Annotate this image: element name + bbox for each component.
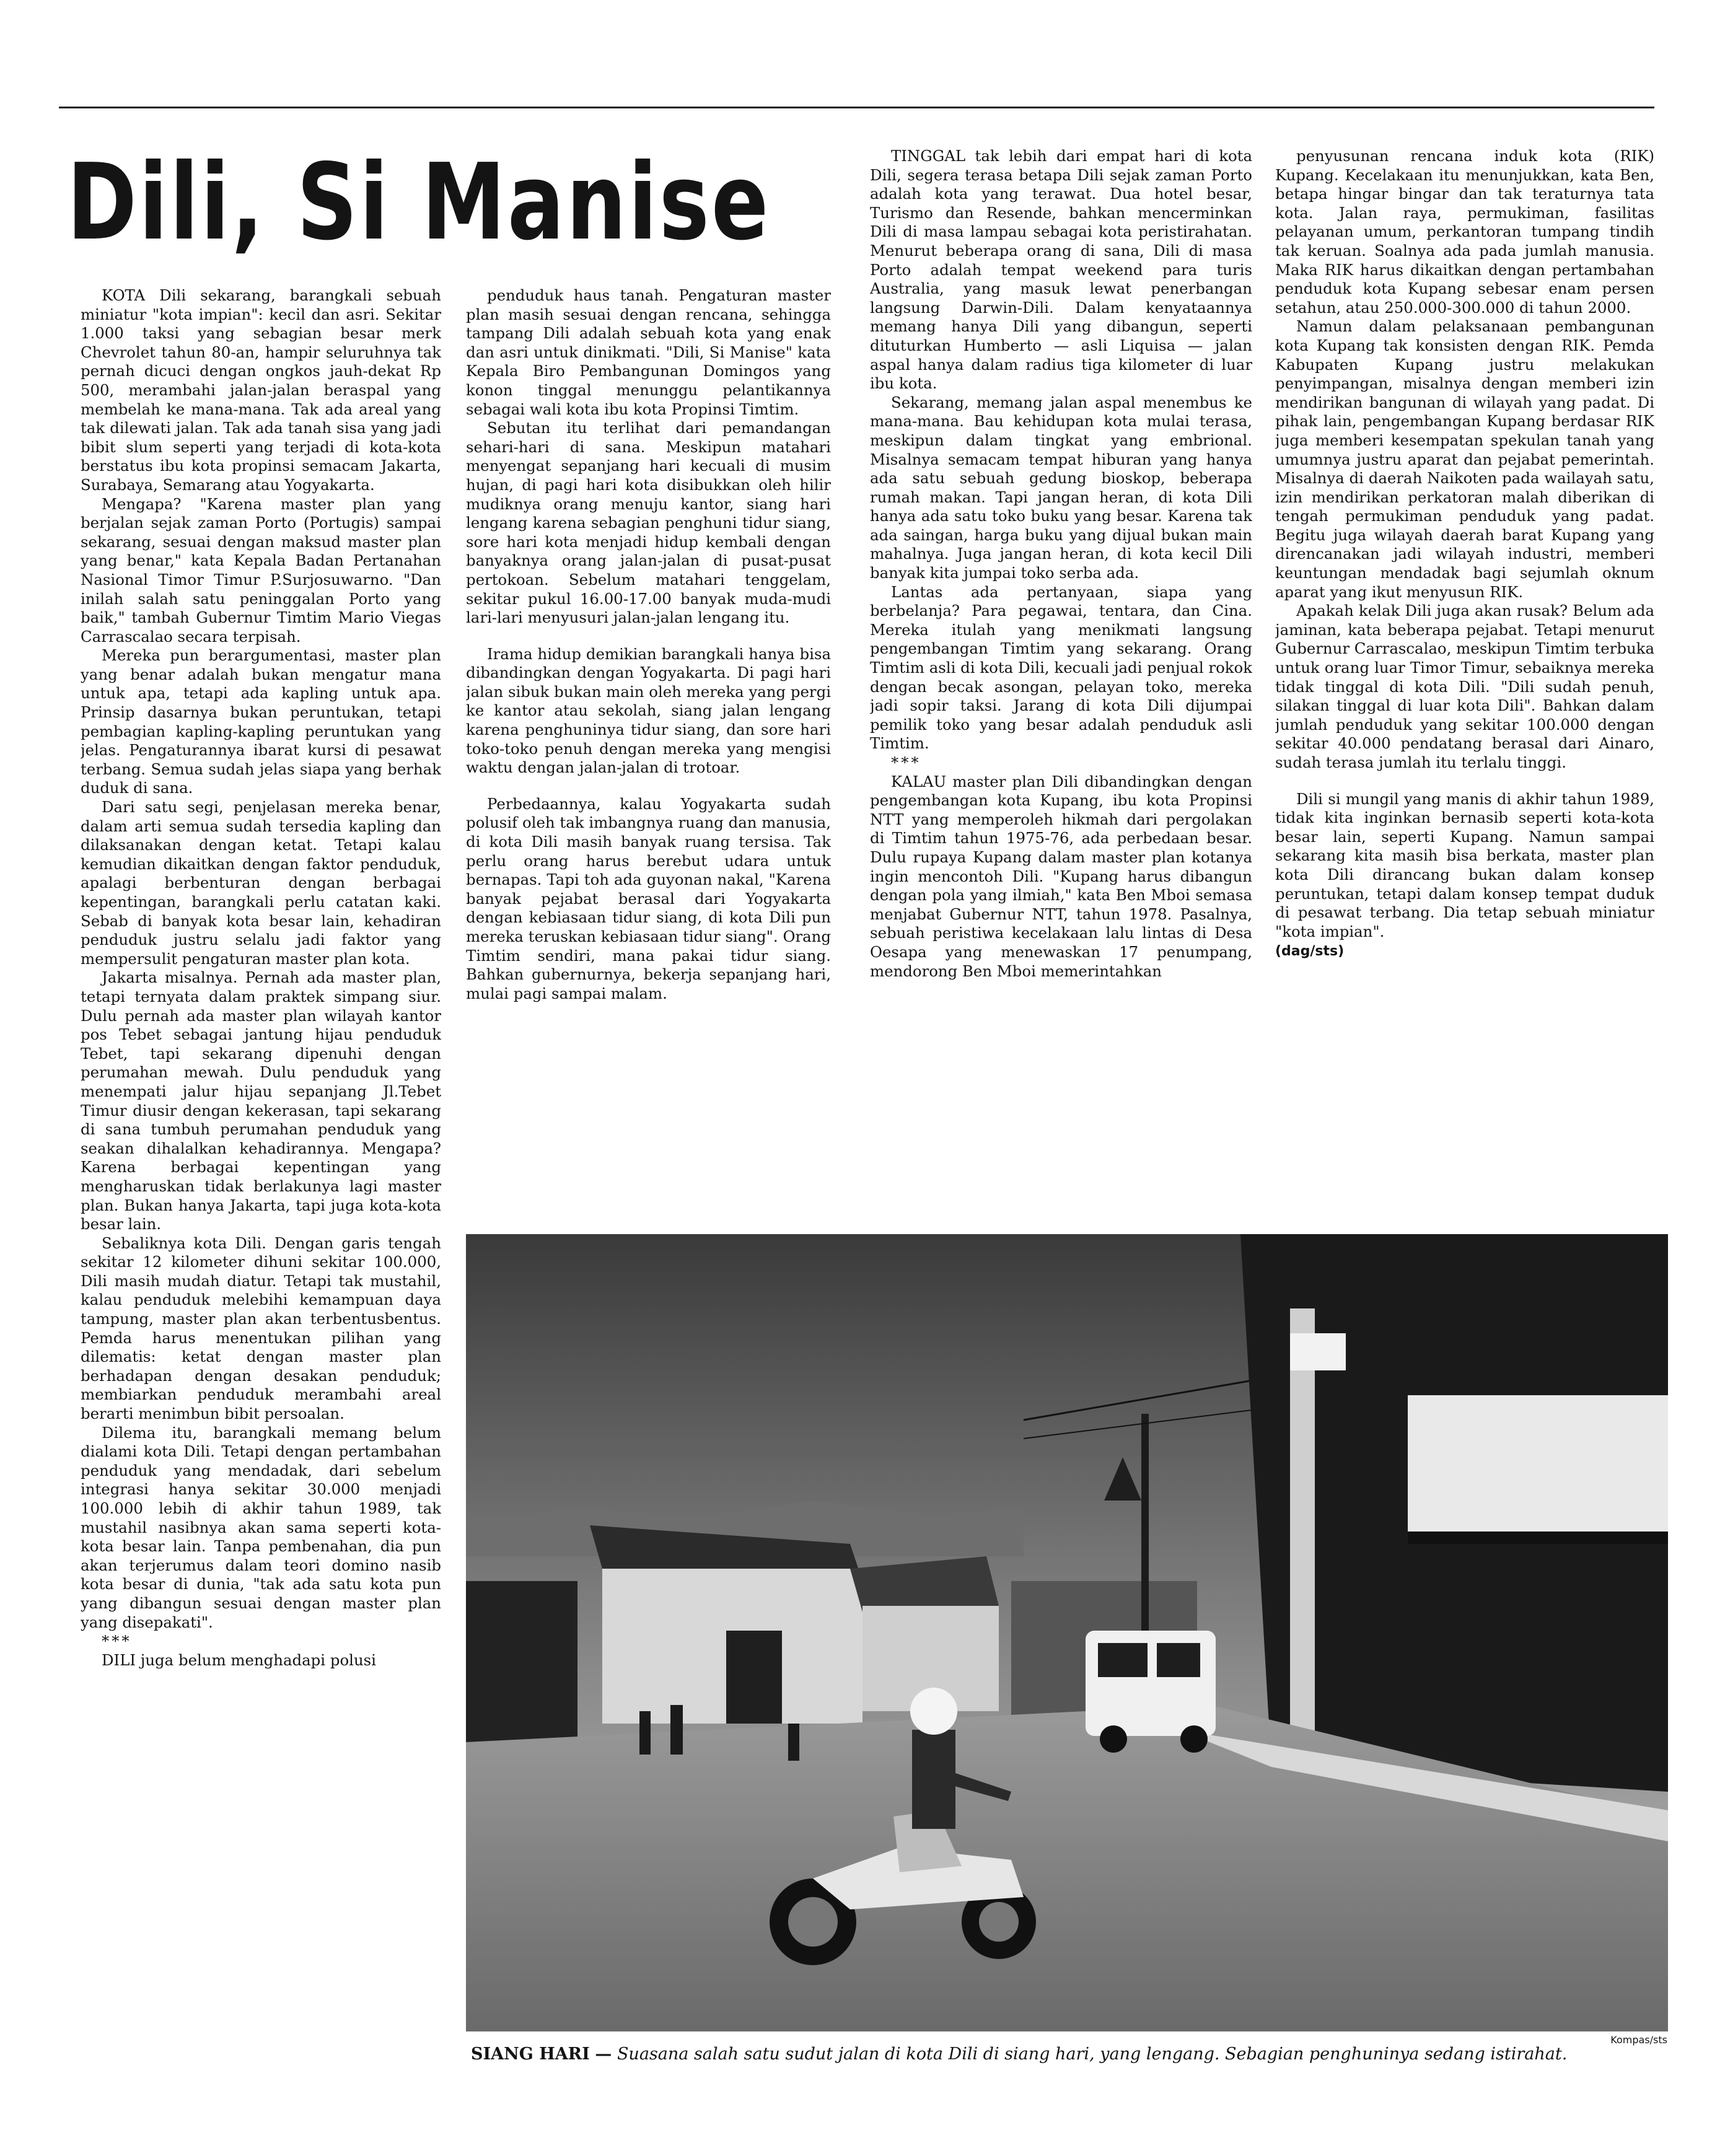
paragraph-spacer [466,628,831,645]
paragraph-spacer [466,778,831,795]
article-paragraph: Apakah kelak Dili juga akan rusak? Belum ada jaminan, kata beberapa pejabat. Tetapi menurut Gubernur Carrascalao, meskipun Timtim terbuka untuk orang luar Timor Timur, sebaiknya mereka tidak tinggal di kota Dili. "Dili sudah penuh, silakan tinggal di luar kota Dili". Bahkan dalam jumlah penduduk yang sekitar 100.000 dengan sekitar 40.000 pendatang berasal dari Ainaro, sudah terasa jumlah itu terlalu tinggi. [1275,602,1654,771]
caption-dash: — [595,2044,612,2064]
article-paragraph: Lantas ada pertanyaan, siapa yang berbelanja? Para pegawai, tentara, dan Cina. Mereka itulah yang menikmati langsung pengembangan Timtim yang sekarang. Orang Timtim asli di kota Dili, kecuali jadi penjual rokok dengan becak asongan, pelayan toko, mereka jadi sopir taksi. Jarang di kota Dili dijumpai pemilik toko yang besar adalah penduduk asli Timtim. [870,582,1252,753]
left-building-door [726,1631,782,1724]
article-column-4 [1275,147,1654,1229]
top-rule [59,107,1654,108]
caption-label: SIANG HARI [471,2044,590,2064]
photo-credit: Kompas/sts [1610,2034,1667,2046]
article-paragraph: Sebaliknya kota Dili. Dengan garis tengah sekitar 12 kilometer dihuni sekitar 100.000, Dili masih mudah diatur. Tetapi tak mustahil, kalau penduduk melebihi kemampuan daya tampung, master plan akan terbentusbentus. Pemda harus menentukan pilihan yang dilematis: ketat dengan master plan berhadapan dengan desakan penduduk; membiarkan penduduk merambahi areal berarti menimbun bibit persoalan. [81,1234,441,1423]
signature-line [1275,941,1654,962]
article-column-1 [81,286,441,2131]
section-separator: *** [102,1632,132,1650]
article-paragraph: penyusunan rencana induk kota (RIK) Kupang. Kecelakaan itu menunjukkan, kata Ben, betapa hingar bingar dan tak teraturnya tata kota. Jalan raya, permukiman, fasilitas pelayanan umum, perkantoran tumpang tindih tak keruan. Soalnya ada pada jumlah manusia. Maka RIK harus dikaitkan dengan pertambahan penduduk kota Kupang sebesar enam persen setahun, atau 250.000-300.000 di tahun 2000. [1275,147,1654,317]
article-paragraph: Irama hidup demikian barangkali hanya bisa dibandingkan dengan Yogyakarta. Di pagi hari jalan sibuk bukan main oleh mereka yang pergi ke kantor atau sekolah, siang jalan lengang karena penghuninya tidur siang, dan sore hari toko-toko penuh dengan mereka yang mengisi waktu dengan jalan-jalan di trotoar. [466,644,831,777]
article-paragraph: Mereka pun berargumentasi, master plan yang benar adalah bukan mengatur mana untuk apa, tetapi ada kapling untuk apa. Prinsip dasarnya bukan peruntukan, tetapi pembagian kapling-kapling peruntukan yang jelas. Pengaturannya ibarat kursi di pesawat terbang. Semua sudah jelas siapa yang berhak duduk di sana. [81,646,441,797]
author-signature: (dag/sts) [1275,944,1345,960]
article-paragraph: KALAU master plan Dili dibandingkan dengan pengembangan kota Kupang, ibu kota Propinsi NTT yang memperoleh hikmah dari pergolakan di Timtim tahun 1975-76, ada perbedaan besar. Dulu rupaya Kupang dalam master plan kotanya ingin mencontoh Dili. "Kupang harus dibangun dengan pola yang ilmiah," kata Ben Mboi semasa menjabat Gubernur NTT, tahun 1978. Pasalnya, sebuah peristiwa kecelakaan lalu lintas di Desa Oesapa yang menewaskan 17 penumpang, mendorong Ben Mboi memerintahkan [870,772,1252,980]
white-van [1086,1631,1216,1753]
article-paragraph: Mengapa? "Karena master plan yang berjalan sejak zaman Porto (Portugis) sampai sekarang, sesuai dengan maksud master plan yang benar," kata Kepala Badan Pertanahan Nasional Timor Timur P.Surjosuwarno. "Dan inilah salah satu peninggalan Porto yang baik," tambah Gubernur Timtim Mario Viegas Carrascalao secara terpisah. [81,494,441,646]
article-paragraph: penduduk haus tanah. Pengaturan master plan masih sesuai dengan rencana, sehingga tampang Dili adalah sebuah kota yang enak dan asri untuk dinikmati. "Dili, Si Manise" kata Kepala Biro Pembangunan Domingos yang konon tinggal menunggu pelantikannya sebagai wali kota ibu kota Propinsi Timtim. [466,286,831,418]
street-photo [466,1234,1668,2031]
article-paragraph: Perbedaannya, kalau Yogyakarta sudah polusif oleh tak imbangnya ruang dan manusia, di kota Dili masih banyak ruang tersisa. Tak perlu orang harus berebut udara untuk bernapas. Tapi toh ada guyonan nakal, "Karena banyak pejabat berasal dari Yogyakarta dengan kebiasaan tidur siang, di kota Dili pun mereka teruskan kebiasaan tidur siang". Orang Timtim sendiri, mana pakai tidur siang. Bahkan gubernurnya, bekerja sepanjang hari, mulai pagi sampai malam. [466,794,831,1002]
street-scene-illustration [466,1234,1668,2031]
article-paragraph: TINGGAL tak lebih dari empat hari di kota Dili, segera terasa betapa Dili sejak zaman Porto adalah kota yang terawat. Dua hotel besar, Turismo dan Resende, bahkan mencerminkan Dili di masa lampau sebagai kota peristirahatan. Menurut beberapa orang di sana, Dili di masa Porto adalah tempat weekend para turis Australia, yang masuk lewat penerbangan langsung Darwin-Dili. Dalam kenyataannya memang hanya Dili yang dibangun, seperti dituturkan Humberto — asli Liquisa — jalan aspal hanya dalam radius tiga kilometer di luar ibu kota. [870,147,1252,393]
photo-caption [471,2043,1667,2066]
headline: Dili, Si Manise [67,141,771,264]
section-separator: *** [891,753,921,771]
article-paragraph: Sebutan itu terlihat dari pemandangan sehari-hari di sana. Meskipun matahari menyengat sepanjang hari kecuali di musim hujan, di pagi hari kota disibukkan oleh hilir mudiknya orang menuju kantor, siang hari lengang karena sebagian penghuni tidur siang, sore hari kota menjadi hidup kembali dengan banyaknya orang jalan-jalan di pusat-pusat pertokoan. Sebelum matahari tenggelam, sekitar pukul 16.00-17.00 banyak muda-mudi lari-lari menyusuri jalan-jalan lengang itu. [466,419,831,627]
article-paragraph: Dari satu segi, penjelasan mereka benar, dalam arti semua sudah tersedia kapling dan dilaksanakan dengan ketat. Tetapi kalau kemudian dikaitkan dengan faktor penduduk, apalagi berbenturan dengan berbagai kepentingan, barangkali perlu catatan kaki. Sebab di banyak kota besar lain, kehadiran penduduk justru selalu jadi faktor yang mempersulit pengaturan master plan kota. [81,798,441,968]
article-paragraph: Sekarang, memang jalan aspal menembus ke mana-mana. Bau kehidupan kota mulai terasa, meskipun dalam tingkat yang embrional. Misalnya semacam tempat hiburan yang hanya ada satu sebuah gedung bioskop, beberapa rumah makan. Tapi jangan heran, di kota Dili hanya ada satu toko buku yang besar. Karena tak ada saingan, harga buku yang dijual bukan main mahalnya. Juga jangan heran, di kota kecil Dili banyak kita jumpai toko serba ada. [870,393,1252,582]
article-paragraph: Dilema itu, barangkali memang belum dialami kota Dili. Tetapi dengan pertambahan penduduk yang mendadak, dari sebelum integrasi hanya sekitar 30.000 menjadi 100.000 lebih di akhir tahun 1989, tak mustahil nasibnya akan sama seperti kota-kota besar lain. Tanpa pembenahan, dia pun akan terjerumus dalam teori domino nasib kota besar di dunia, "tak ada satu kota pun yang dibangun sesuai dengan master plan yang disepakati". [81,1423,441,1631]
article-paragraph: Dili si mungil yang manis di akhir tahun 1989, tidak kita inginkan bernasib seperti kota-kota besar lain, seperti Kupang. Namun sampai sekarang kita masih bisa berkata, master plan kota Dili dirancang bukan dalam konsep peruntukan, tetapi dalam konsep tempat duduk di pesawat terbang. Dia tetap sebuah miniatur "kota impian". [1275,789,1654,940]
caption-text: Suasana salah satu sudut jalan di kota Dili di siang hari, yang lengang. Sebagian penghuninya sedang istirahat. [617,2044,1568,2064]
article-paragraph: Jakarta misalnya. Pernah ada master plan, tetapi ternyata dalam praktek simpang siur. Dulu pernah ada master plan wilayah kantor pos Tebet sebagai jantung hijau penduduk Tebet, tapi sekarang dipenuhi dengan perumahan mewah. Dulu penduduk yang menempati jalur hijau sepanjang Jl.Tebet Timur diusir dengan kekerasan, tapi sekarang di sana tumbuh perumahan penduduk yang seakan dihalalkan kehadirannya. Mengapa? Karena berbagai kepentingan yang mengharuskan tidak berlakunya lagi master plan. Bukan hanya Jakarta, tapi juga kota-kota besar lain. [81,968,441,1234]
shop-sign [1290,1333,1346,1370]
article-paragraph: KOTA Dili sekarang, barangkali sebuah miniatur "kota impian": kecil dan asri. Sekitar 1.000 taksi yang sebagian besar merk Chevrolet tahun 80-an, hampir seluruhnya tak pernah dicuci dengan ongkos jauh-dekat Rp 500, merambahi jalan-jalan beraspal yang membelah ke mana-mana. Tak ada areal yang tak dilewati jalan. Tak ada tanah sisa yang jadi bibit slum seperti yang terjadi di kota-kota berstatus ibu kota propinsi semacam Jakarta, Surabaya, Semarang atau Yogyakarta. [81,286,441,494]
article-paragraph: DILI juga belum menghadapi polusi [102,1650,376,1669]
article-column-3 [870,147,1252,1229]
article-column-2 [466,286,831,1229]
article-paragraph: Namun dalam pelaksanaan pembangunan kota Kupang tak konsisten dengan RIK. Pemda Kabupaten Kupang justru melakukan penyimpangan, misalnya dengan memberi izin mendirikan bangunan di wilayah yang padat. Di pihak lain, pengembangan Kupang berdasar RIK juga memberi kesempatan spekulan tanah yang umumnya justru aparat dan pejabat pemerintah. Misalnya di daerah Naikoten pada wailayah satu, izin mendirikan perkatoran malah diberikan di tengah permukiman penduduk yang padat. Begitu juga wilayah daerah barat Kupang yang direncanakan jadi wilayah industri, memberi keuntungan mendadak bagi sejumlah oknum aparat yang ikut menyusun RIK. [1275,317,1654,601]
paragraph-spacer [1275,773,1654,790]
